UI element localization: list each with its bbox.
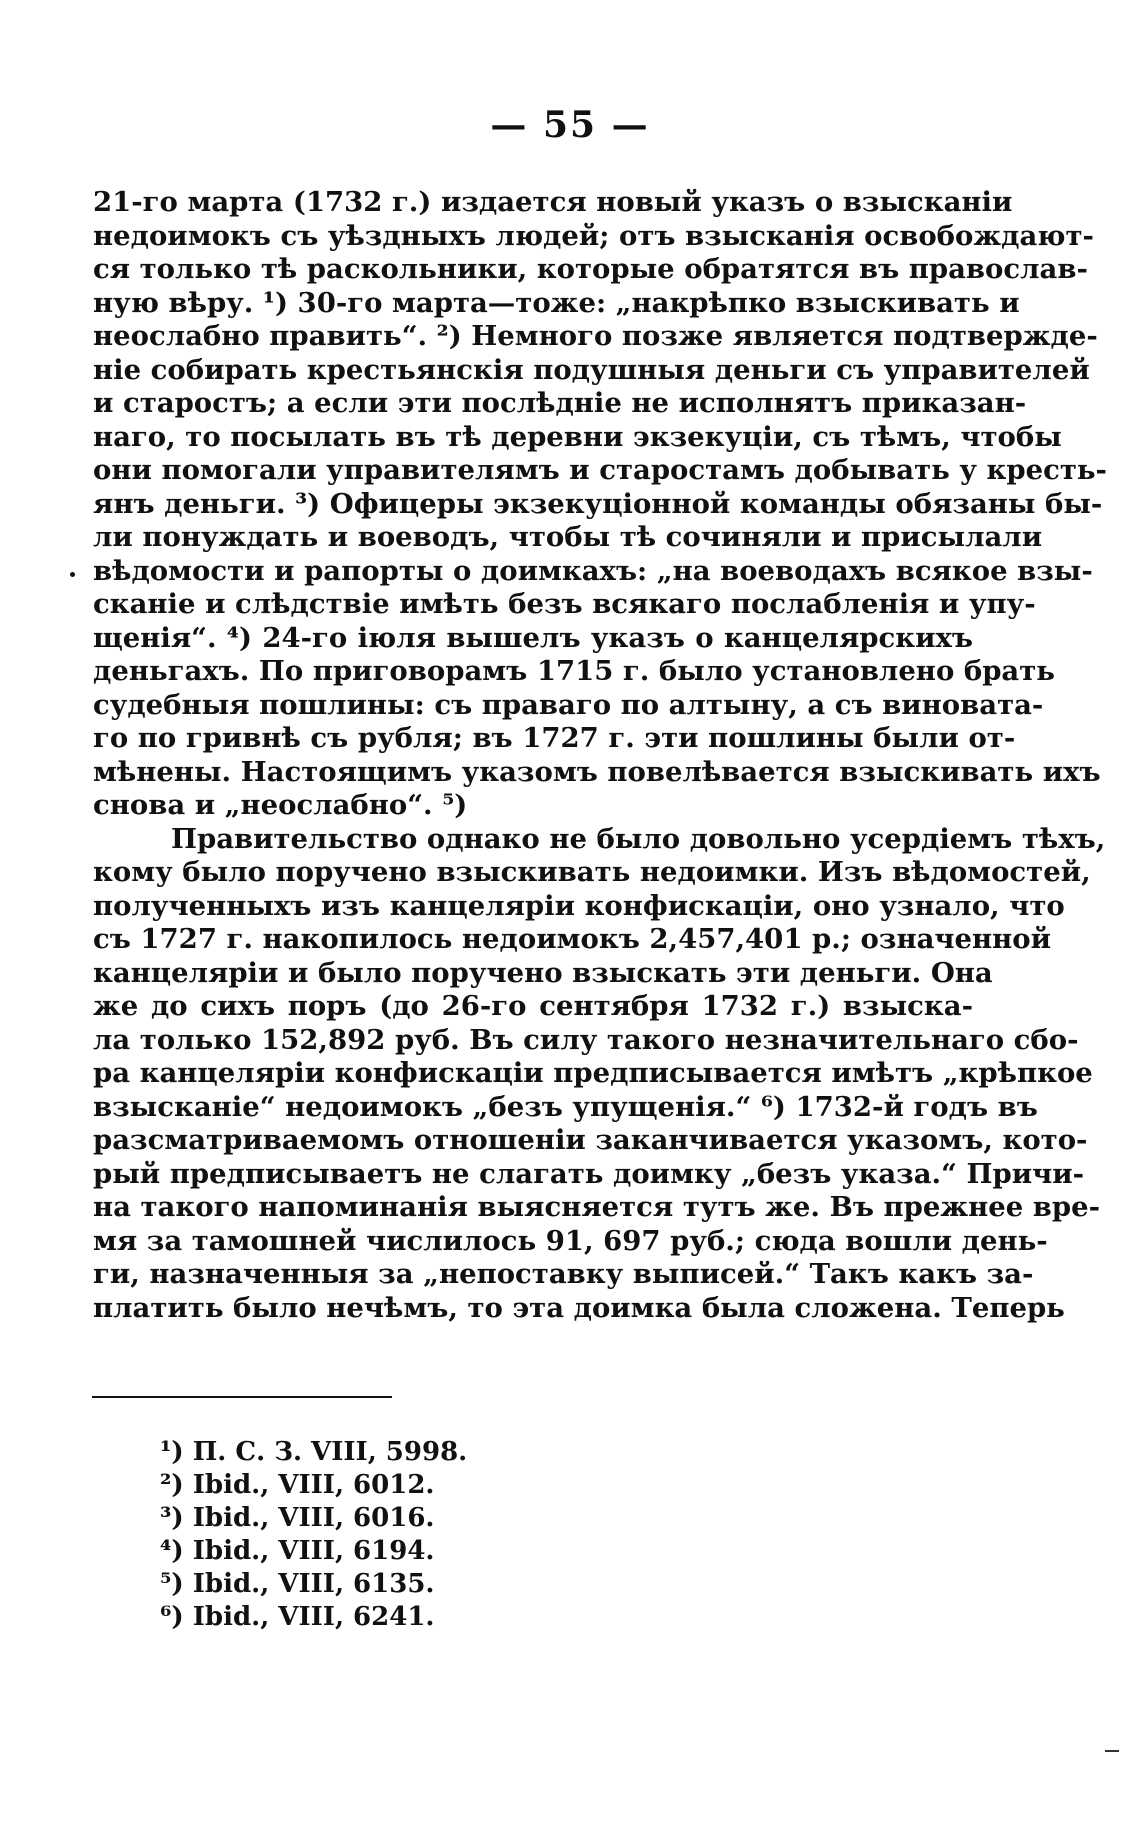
text-line: же до сихъ поръ (до 26-го сентября 1732 г.) взыска- <box>93 990 973 1022</box>
main-text <box>93 186 1107 1325</box>
text-line: 21-го марта (1732 г.) издается новый указъ о взысканіи <box>93 186 1013 218</box>
footnote: ⁴) Ibid., VIII, 6194. <box>160 1536 435 1566</box>
text-line: мѣнены. Настоящимъ указомъ повелѣвается взыскивать ихъ <box>93 755 1101 788</box>
footnote: ⁵) Ibid., VIII, 6135. <box>160 1569 435 1599</box>
footnote: ²) Ibid., VIII, 6012. <box>160 1470 435 1500</box>
footnote-divider <box>92 1396 392 1398</box>
text-line: сканіе и слѣдствіе имѣть безъ всякаго послабленія и упу- <box>93 588 1036 620</box>
text-line: го по гривнѣ съ рубля; въ 1727 г. эти пошлины были от- <box>93 722 1016 754</box>
text-line: ную вѣру. ¹) 30-го марта—тоже: „накрѣпко взыскивать и <box>93 286 1020 319</box>
footnote: ¹) П. С. З. VIII, 5998. <box>160 1437 468 1467</box>
text-line: наго, то посылать въ тѣ деревни экзекуціи, съ тѣмъ, чтобы <box>93 420 1062 453</box>
text-line: ла только 152,892 руб. Въ силу такого незначительнаго сбо- <box>93 1023 1079 1056</box>
scan-edge-mark <box>1105 1750 1119 1752</box>
text-line: щенія“. ⁴) 24-го іюля вышелъ указъ о канцелярскихъ <box>93 621 973 654</box>
text-line: вѣдомости и рапорты о доимкахъ: „на воеводахъ всякое взы- <box>93 554 1093 587</box>
footnote: ³) Ibid., VIII, 6016. <box>160 1503 435 1533</box>
paragraph-2 <box>93 822 1106 1326</box>
text-line: полученныхъ изъ канцеляріи конфискаціи, оно узнало, что <box>93 889 1065 922</box>
text-line: канцеляріи и было поручено взыскать эти деньги. Она <box>93 956 993 989</box>
text-line: ся только тѣ раскольники, которые обратятся въ православ- <box>93 253 1088 285</box>
text-line: янъ деньги. ³) Офицеры экзекуціонной команды обязаны бы- <box>93 487 1103 520</box>
text-line: съ 1727 г. накопилось недоимокъ 2,457,401 р.; означенной <box>93 923 1052 955</box>
text-line: взысканіе“ недоимокъ „безъ упущенія.“ ⁶) 1732-й годъ въ <box>93 1090 1038 1123</box>
text-line: кому было поручено взыскивать недоимки. Изъ вѣдомостей, <box>93 856 1091 888</box>
text-line: ли понуждать и воеводъ, чтобы тѣ сочиняли и присылали <box>93 521 1043 553</box>
text-line: ніе собирать крестьянскія подушныя деньги съ управителей <box>93 353 1090 386</box>
text-line: на такого напоминанія выясняется тутъ же. Въ прежнее вре- <box>93 1191 1101 1223</box>
text-line: судебныя пошлины: съ праваго по алтыну, а съ виновата- <box>93 688 1044 721</box>
text-line: ра канцеляріи конфискаціи предписывается имѣтъ „крѣпкое <box>93 1057 1093 1089</box>
text-line: неослабно править“. ²) Немного позже является подтвержде- <box>93 320 1098 352</box>
footnotes <box>160 1436 467 1634</box>
footnote: ⁶) Ibid., VIII, 6241. <box>160 1602 435 1632</box>
page-number: — 55 — <box>490 104 650 146</box>
margin-mark <box>70 572 75 577</box>
text-line: ги, назначенныя за „непоставку выписей.“ Такъ какъ за- <box>93 1258 1034 1290</box>
text-line: разсматриваемомъ отношеніи заканчивается указомъ, кото- <box>93 1124 1088 1156</box>
text-line: и старостъ; а если эти послѣдніе не исполнятъ приказан- <box>93 387 1027 419</box>
text-line: деньгахъ. По приговорамъ 1715 г. было установлено брать <box>93 655 1055 687</box>
text-line: рый предписываетъ не слагать доимку „безъ указа.“ Причи- <box>93 1157 1085 1190</box>
text-line: платить было нечѣмъ, то эта доимка была сложена. Теперь <box>93 1291 1065 1324</box>
text-line: снова и „неослабно“. ⁵) <box>93 789 468 821</box>
text-line: недоимокъ съ уѣздныхъ людей; отъ взысканія освобождают- <box>93 219 1094 252</box>
paragraph-1 <box>93 186 1107 823</box>
text-line: мя за тамошней числилось 91, 697 руб.; сюда вошли день- <box>93 1224 1048 1257</box>
text-line: они помогали управителямъ и старостамъ добывать у кресть- <box>93 454 1107 486</box>
text-line: Правительство однако не было довольно усердіемъ тѣхъ, <box>171 822 1106 855</box>
